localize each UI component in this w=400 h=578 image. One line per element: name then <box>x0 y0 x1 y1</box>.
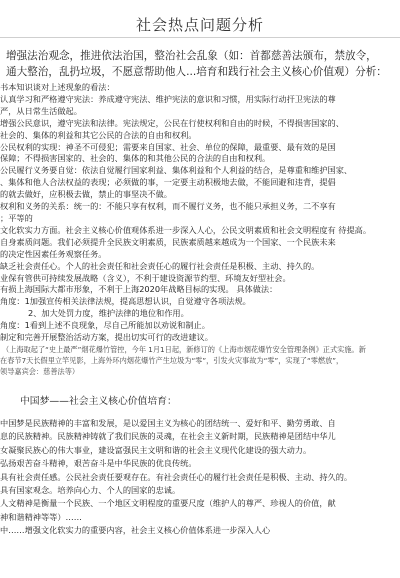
body-line: 2、加大处罚力度，维护法律的地位和作用。 <box>28 308 189 319</box>
body-line: ；平等的 <box>0 212 33 223</box>
note-line: 领导嘉宾会：慈善法等） <box>0 366 80 376</box>
note-line: 在春节7天长假里立竿见影，上海外环内烟花爆竹产生垃圾为“零”，引发火灾事故为“零”，实现了“零燃放”， <box>0 355 344 365</box>
section-line: 具有国家观念。培养向心力、个人的国家的忠诚。 <box>0 484 181 495</box>
section-line: 具有社会责任感。公民社会责任要观存在。有社会责任心的履行社会责任是积极、主动、持久的。 <box>0 471 353 482</box>
body-line: 有损上海国际大都市形象，不利于上海2020年战略目标的实现。 具体做法： <box>0 284 278 295</box>
section-heading: 中国梦——社会主义核心价值培育： <box>20 395 177 407</box>
body-line: 业保有管供可持续发展战略（含义），不利于建设资源节约型、环境友好型社会。 <box>0 272 291 283</box>
section-line: 中……增强文化软实力的重要内容，社会主义核心价值体系进一步深入人心 <box>0 525 271 536</box>
section-line: 中国梦是民族精神的丰富和发展，是以爱国主义为核心的团结统一、爱好和平、勤劳勇敢、自 <box>0 417 336 428</box>
body-line: 社会的、集体的利益和其它公民的合法的自由和权利。 <box>0 129 197 140</box>
page-title: 社会热点问题分析 <box>135 16 264 34</box>
note-line: （上海取起了“史上最严”烟花爆竹管控，今年 1月1日起，新修订的《上海市烟花爆竹安全管理条例》正式实施。新 <box>2 344 366 354</box>
body-line: 自身素质问题。我们必须提升全民族文明素质，民族素质越来越成为一个国家、一个民族未来 <box>0 236 336 247</box>
body-line: 的就去做好，应积极去做，禁止的事坚决不做。 <box>0 189 172 200</box>
section-china-dream <box>0 395 400 538</box>
body-line: 文化软实力方面。社会主义核心价值观体系进一步深入人心，公民文明素质和社会文明程度有 待提高。 <box>0 224 372 235</box>
section-line: 神和谐精神等等）…… <box>0 511 82 522</box>
body-line: 公民权利的实现：神圣不可侵犯；需要来自国家、社会、单位的保障，最重要、最有效的是国 <box>0 141 336 152</box>
section-line: 女凝聚民族心的伟大事业，建设富强民主文明和谐的社会主义现代化建设的强大动力。 <box>0 444 312 455</box>
section-line: 弘扬艰苦奋斗精神，艰苦奋斗是中华民族的优良传统。 <box>0 458 197 469</box>
body-line: 、集体和他人合法权益的表现；必须做的事，一定要主动积极地去做，不能回避和违背，提倡 <box>0 177 336 188</box>
body-line: 制定和完善开展整治活动方案，提出切实可行的改进建议。 <box>0 332 213 343</box>
intro-paragraph <box>0 38 400 80</box>
body-line: 角度：1看到上述不良现象，尽自己所能加以劝说和制止。 <box>0 320 210 331</box>
section-gap <box>0 377 400 395</box>
section-line: 息的民族精神。民族精神铸就了我们民族的灵魂，在社会主义新时期，民族精神是团结中华儿 <box>0 431 336 442</box>
body-line: 权利和义务的关系：统一的：不能只享有权利，而不履行义务，也不能只承担义务，二不享有 <box>0 201 336 212</box>
intro-line: 通大整治，乱扔垃圾，不愿意帮助他人...培育和践行社会主义核心价值观）分析： <box>6 66 387 78</box>
body-line: 增强公民意识，遵守宪法和法律。宪法规定，公民在行使权利和自由的时候，不得损害国家的、 <box>0 117 344 128</box>
analysis-body <box>0 80 400 377</box>
body-line: 书本知识谈对上述现象的看法： <box>0 82 115 92</box>
body-line: 缺乏社会责任心。个人的社会责任和社会责任心的履行社会责任是积极、主动、持久的。 <box>0 260 320 271</box>
body-line: 的决定性因素任务观察任务。 <box>0 248 107 259</box>
body-line: 严，从日常生活做起。 <box>0 105 82 116</box>
section-line: 人文精神是衡量一个民族、一个地区文明程度的重要尺度（维护人的尊严、珍视人的价值，献 <box>0 498 336 509</box>
body-line: 角度：1加强宣传相关法律法规，提高思想认识，自觉遵守各项法规。 <box>0 296 251 307</box>
body-line: 保障；不得损害国家的、社会的、集体的和其他公民的合法的自由和权利。 <box>0 153 271 164</box>
intro-line: 增强法治观念，推进依法治国，整治社会乱象（如：首都慈善法颁布，禁放令， <box>6 50 377 62</box>
body-line: 认真学习和严格遵守宪法：养成遵守宪法、维护宪法的意识和习惯，用实际行动扞卫宪法的尊 <box>0 93 336 104</box>
body-line: 公民履行义务要自觉：依法自觉履行国家利益、集体利益和个人利益的结合，是尊重和维护国家、 <box>0 165 353 176</box>
